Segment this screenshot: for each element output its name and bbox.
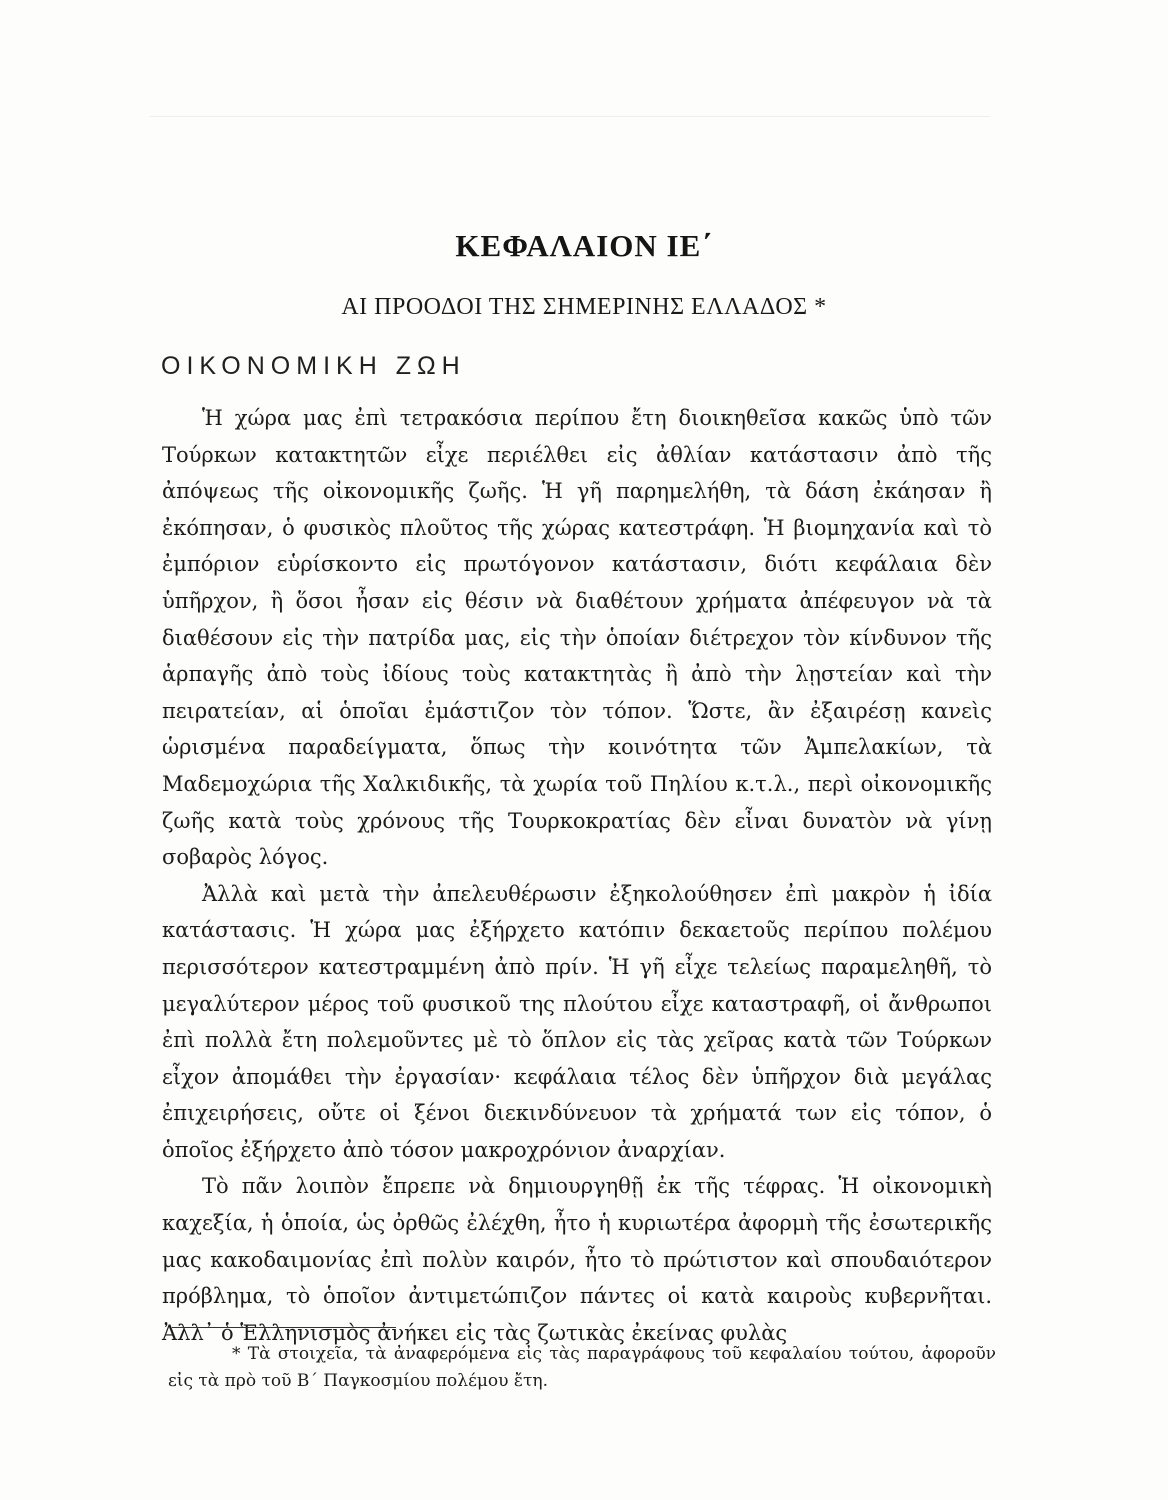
paragraph-1: Ἡ χώρα μας ἐπὶ τετρακόσια περίπου ἔτη διοικηθεῖσα κακῶς ὑπὸ τῶν Τούρκων κατακτητῶν εἶχε περιέλθει εἰς ἀθλίαν κατάστασιν ἀπὸ τῆς ἀπόψεως τῆς οἰκονομικῆς ζωῆς. Ἡ γῆ παρημελήθη, τὰ δάση ἐκάησαν ἢ ἐκόπησαν, ὁ φυσικὸς πλοῦτος τῆς χώρας κατεστράφη. Ἡ βιομηχανία καὶ τὸ ἐμπόριον εὑρίσκοντο εἰς πρωτόγονον κατάστασιν, διότι κεφάλαια δὲν ὑπῆρχον, ἢ ὅσοι ἦσαν εἰς θέσιν νὰ διαθέτουν χρήματα ἀπέφευγον νὰ τὰ διαθέσουν εἰς τὴν πατρίδα μας, εἰς τὴν ὁποίαν διέτρεχον τὸν κίνδυνον τῆς ἁρπαγῆς ἀπὸ τοὺς ἰδίους τοὺς κατακτητὰς ἢ ἀπὸ τὴν λῃστείαν καὶ τὴν πειρατείαν, αἱ ὁποῖαι ἐμάστιζον τὸν τόπον. Ὥστε, ἂν ἐξαιρέσῃ κανεὶς ὡρισμένα παραδείγματα, ὅπως τὴν κοινότητα τῶν Ἀμπελακίων, τὰ Μαδεμοχώρια τῆς Χαλκιδικῆς, τὰ χωρία τοῦ Πηλίου κ.τ.λ., περὶ οἰκονομικῆς ζωῆς κατὰ τοὺς χρόνους τῆς Τουρκοκρατίας δὲν εἶναι δυνατὸν νὰ γίνῃ σοβαρὸς λόγος. (162, 406, 992, 870)
footnote-rule (172, 1327, 396, 1328)
footnote (168, 1341, 996, 1395)
chapter-title: ΚΕΦΑΛΑΙΟΝ ΙΕ΄ (455, 228, 713, 263)
body-text (162, 400, 992, 1351)
paragraph-2: Ἀλλὰ καὶ μετὰ τὴν ἀπελευθέρωσιν ἐξηκολούθησεν ἐπὶ μακρὸν ἡ ἰδία κατάστασις. Ἡ χώρα μας ἐξήρχετο κατόπιν δεκαετοῦς περίπου πολέμου περισσότερον κατεστραμμένη ἀπὸ πρίν. Ἡ γῆ εἶχε τελείως παραμεληθῆ, τὸ μεγαλύτερον μέρος τοῦ φυσικοῦ της πλούτου εἶχε καταστραφῆ, οἱ ἄνθρωποι ἐπὶ πολλὰ ἔτη πολεμοῦντες μὲ τὸ ὅπλον εἰς τὰς χεῖρας κατὰ τῶν Τούρκων εἶχον ἀπομάθει τὴν ἐργασίαν· κεφάλαια τέλος δὲν ὑπῆρχον διὰ μεγάλας ἐπιχειρήσεις, οὔτε οἱ ξένοι διεκινδύνευον τὰ χρήματά των εἰς τόπον, ὁ ὁποῖος ἐξήρχετο ἀπὸ τόσον μακροχρόνιον ἀναρχίαν. (162, 881, 992, 1162)
footnote-text: * Τὰ στοιχεῖα, τὰ ἀναφερόμενα εἰς τὰς παραγράφους τοῦ κεφαλαίου τούτου, ἀφοροῦν εἰς τὰ πρὸ τοῦ Β΄ Παγκοσμίου πολέμου ἔτη. (168, 1344, 996, 1391)
paragraph-3: Τὸ πᾶν λοιπὸν ἔπρεπε νὰ δημιουργηθῇ ἐκ τῆς τέφρας. Ἡ οἰκονομικὴ καχεξία, ἡ ὁποία, ὡς ὀρθῶς ἐλέχθη, ἦτο ἡ κυριωτέρα ἀφορμὴ τῆς ἐσωτερικῆς μας κακοδαιμονίας ἐπὶ πολὺν καιρόν, ἦτο τὸ πρώτιστον καὶ σπουδαιότερον πρόβλημα, τὸ ὁποῖον ἀντιμετώπιζον πάντες οἱ κατὰ καιροὺς κυβερνῆται. Ἀλλ᾽ ὁ Ἑλληνισμὸς ἀνήκει εἰς τὰς ζωτικὰς ἐκείνας φυλὰς (162, 1174, 992, 1345)
chapter-subtitle: ΑΙ ΠΡΟΟΔΟΙ ΤΗΣ ΣΗΜΕΡΙΝΗΣ ΕΛΛΑΔΟΣ * (341, 294, 827, 320)
section-heading: ΟΙΚΟΝΟΜΙΚΗ ΖΩΗ (161, 352, 466, 380)
show-through-header-line (150, 96, 990, 117)
